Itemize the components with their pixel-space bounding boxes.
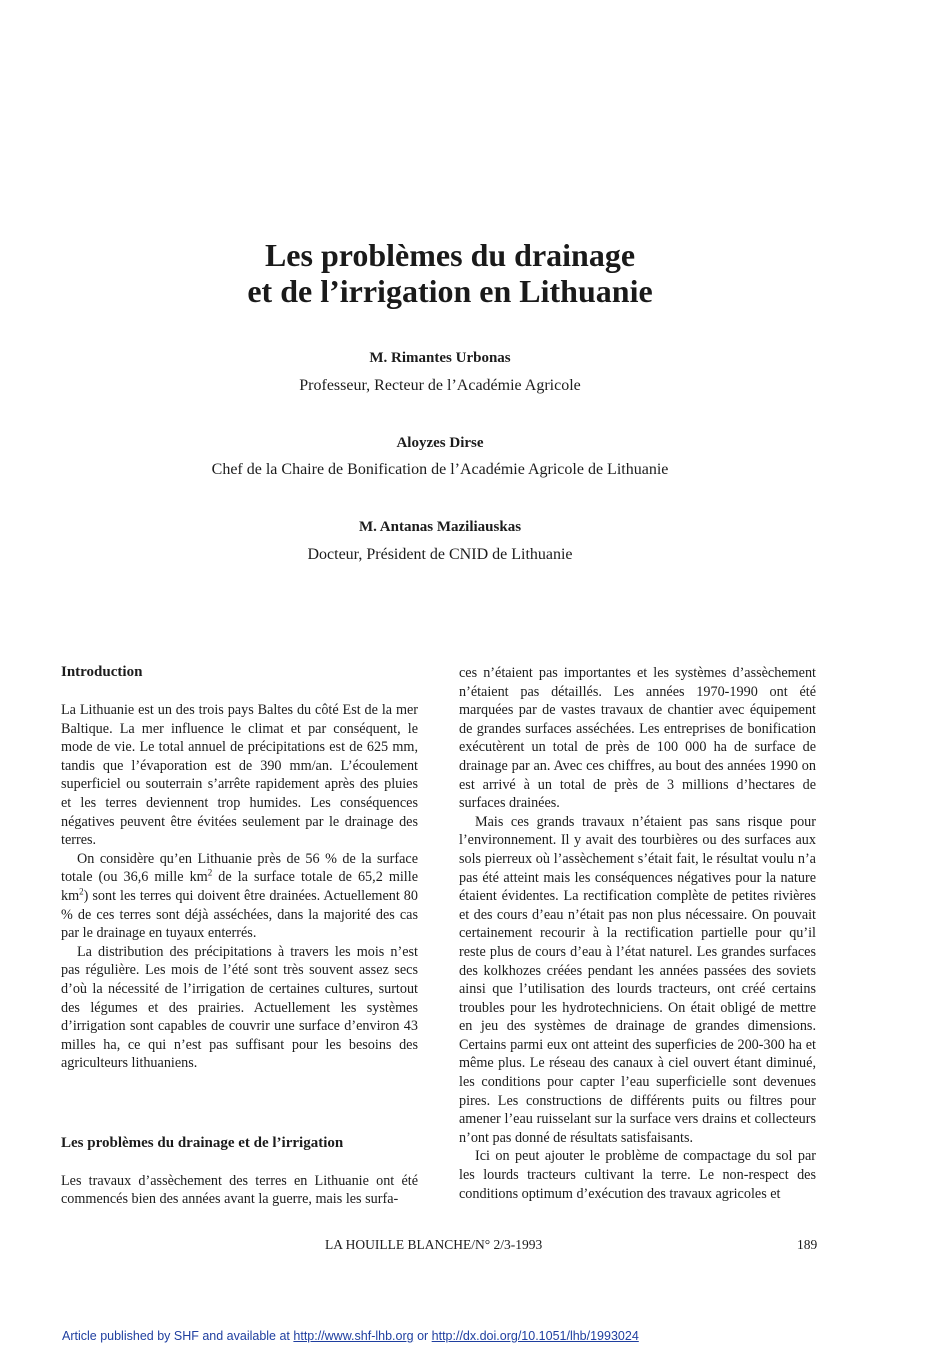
publication-note (62, 1328, 639, 1344)
article-title-line-1: Les problèmes du drainage (264, 237, 636, 273)
publication-note-middle: or (413, 1329, 432, 1343)
paragraph-drainage-1: Les travaux d’assèchement des terres en Lithuanie ont été commencés bien des années avant la guerre, mais les surfa- (61, 1172, 418, 1208)
paragraph-drainage-2: ces n’étaient pas importantes et les systèmes d’assèchement n’étaient pas détaillés. Les années 1970-1990 ont été marquées par de vastes travaux de chantier avec équipement de grandes surfaces asséchées. Les entreprises de bonification exécutèrent un total de près de 100 000 ha de surface de drainage par an. Avec ces chiffres, au bout des années 1990 on est arrivé à un total de près de 3 millions d’hectares de surfaces drainées. (459, 665, 816, 812)
paragraph-intro-2-part-a: On considère qu’en Lithuanie près de 56 % de la surface totale (ou 36,6 mille km (61, 850, 418, 886)
left-column (61, 662, 418, 1209)
shf-website-link[interactable]: http://www.shf-lhb.org (293, 1329, 414, 1343)
author-affiliation-1: Professeur, Recteur de l’Académie Agricole (299, 377, 581, 394)
journal-footer: LA HOUILLE BLANCHE/N° 2/3-1993 (325, 1237, 543, 1252)
paragraph-intro-3: La distribution des précipitations à travers les mois n’est pas régulière. Les mois de l’été sont très souvent assez secs d’où la nécessité de l’irrigation de certaines cultures, surtout des légumes et des prairies. Actuellement les systèmes d’irrigation sont capables de couvrir une surface d’environ 43 milles ha, ce qui n’est pas suffisant pour les besoins des agriculteurs lithuaniens. (61, 943, 418, 1072)
paragraph-drainage-3: Mais ces grands travaux n’étaient pas sans risque pour l’environnement. Il y avait des tourbières ou des surfaces aux sols pierreux où l’assèchement s’était fait, le résultat voulu n’a pas été atteint mais les conséquences négatives pour la nature étaient évidentes. La rectification complète de petites rivières et des cours d’eau n’était pas non plus nécessaire. On pouvait certainement recourir à la rectification partielle pour qu’il reste plus de cours d’eau à l’état naturel. Les grandes surfaces des kolkhozes créées pendant les années passées des soviets ainsi que l’utilisation des lourds tracteurs, ont créé certains troubles pour les hydrotechniciens. On était obligé de mettre en jeu des systèmes de drainage de grandes dimensions. Certains parmi eux ont atteint des superficies de 200-300 ha et même plus. Le réseau des canaux à ciel ouvert étant diminué, les conditions pour capter l’eau superficielle sont devenues pires. Les constructions de différents puits ou filtres pour amener l’eau ruisselant sur la surface vers drains et collecteurs n’ont pas donné de résultats satisfaisants. (459, 813, 816, 1146)
article-title-line-2: et de l’irrigation en Lithuanie (247, 273, 653, 309)
superscript-1: 2 (207, 867, 213, 878)
paragraph-intro-2-part-c: ) sont les terres qui doivent être drainées. Actuellement 80 % de ces terres sont déjà asséchées, dans la majorité des cas par le drainage en tuyaux enterrés. (61, 887, 418, 942)
publication-note-prefix: Article published by SHF and available at (62, 1329, 294, 1343)
author-name-1: M. Rimantes Urbonas (369, 350, 511, 366)
right-column (459, 664, 816, 1203)
page-number: 189 (797, 1237, 818, 1252)
doi-link[interactable]: http://dx.doi.org/10.1051/lhb/1993024 (431, 1329, 639, 1343)
section-heading-drainage: Les problèmes du drainage et de l’irrigation (61, 1134, 344, 1151)
author-name-2: Aloyzes Dirse (396, 435, 484, 451)
author-affiliation-2: Chef de la Chaire de Bonification de l’Académie Agricole de Lithuanie (211, 461, 669, 478)
introduction-heading: Introduction (61, 664, 143, 680)
paragraph-intro-2-part-b: de la surface totale de 65,2 mille km (61, 869, 418, 904)
author-affiliation-3: Docteur, Président de CNID de Lithuanie (307, 546, 573, 563)
paragraph-intro-1: La Lithuanie est un des trois pays Baltes du côté Est de la mer Baltique. La mer influence le climat et par conséquent, le mode de vie. Le total annuel de précipitations est de 625 mm, tandis que l’évaporation est de 390 mm/an. L’écoulement superficiel ou souterrain s’arrête rapidement après des pluies et les terres deviennent trop humides. Les conséquences négatives peuvent être évitées seulement par le drainage des terres. (61, 702, 418, 849)
paragraph-intro-2 (61, 850, 418, 943)
superscript-2: 2 (79, 886, 84, 897)
author-name-3: M. Antanas Maziliauskas (358, 519, 522, 535)
paragraph-drainage-4: Ici on peut ajouter le problème de compactage du sol par les lourds tracteurs cultivant la terre. Le non-respect des conditions optimum d’exécution des travaux agricoles et (459, 1148, 816, 1202)
